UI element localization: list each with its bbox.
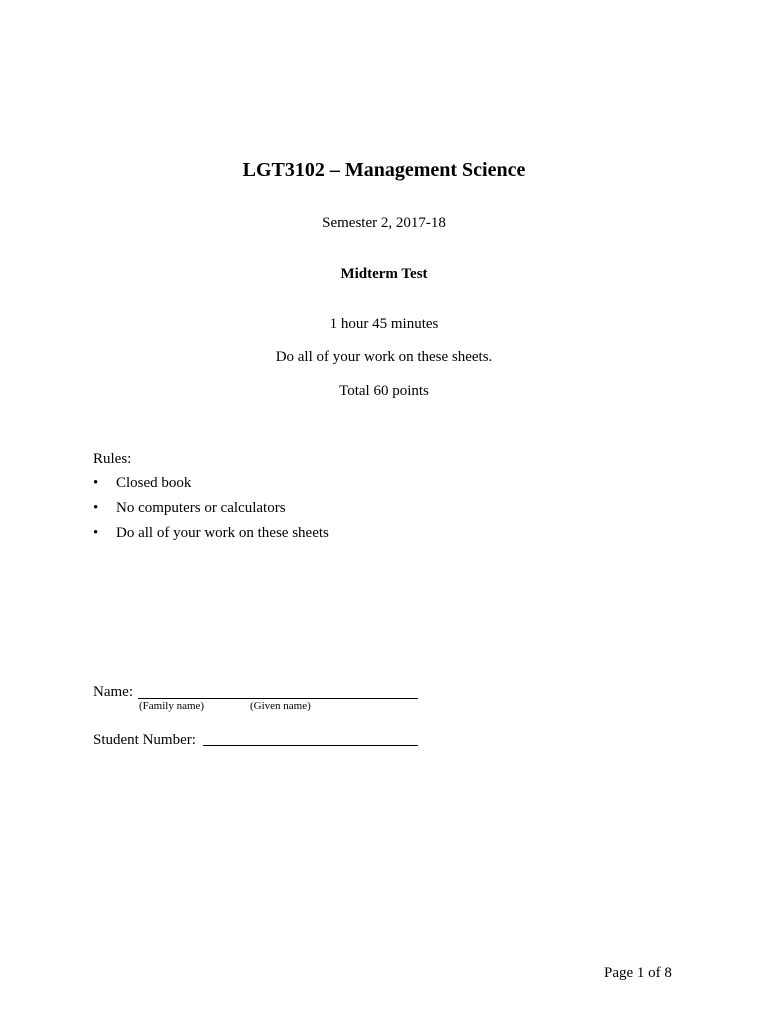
rules-heading: Rules: <box>93 451 132 467</box>
given-name-label: (Given name) <box>250 700 311 712</box>
page-indicator: Page 1 of 8 <box>604 965 672 981</box>
rule-text: No computers or calculators <box>116 500 286 516</box>
bullet-icon: • <box>93 500 99 516</box>
test-duration: 1 hour 45 minutes <box>329 316 439 332</box>
student-number-field[interactable] <box>203 745 418 746</box>
family-name-label: (Family name) <box>139 700 205 712</box>
rule-text: Do all of your work on these sheets <box>116 525 329 541</box>
course-title: LGT3102 – Management Science <box>242 159 526 181</box>
student-number-label: Student Number: <box>93 732 196 748</box>
bullet-icon: • <box>93 475 99 491</box>
semester-text: Semester 2, 2017-18 <box>322 215 446 231</box>
name-label: Name: <box>93 684 133 700</box>
rule-text: Closed book <box>116 475 192 491</box>
bullet-icon: • <box>93 525 99 541</box>
test-name: Midterm Test <box>340 266 428 282</box>
work-instruction: Do all of your work on these sheets. <box>275 349 493 365</box>
total-points: Total 60 points <box>339 383 429 399</box>
